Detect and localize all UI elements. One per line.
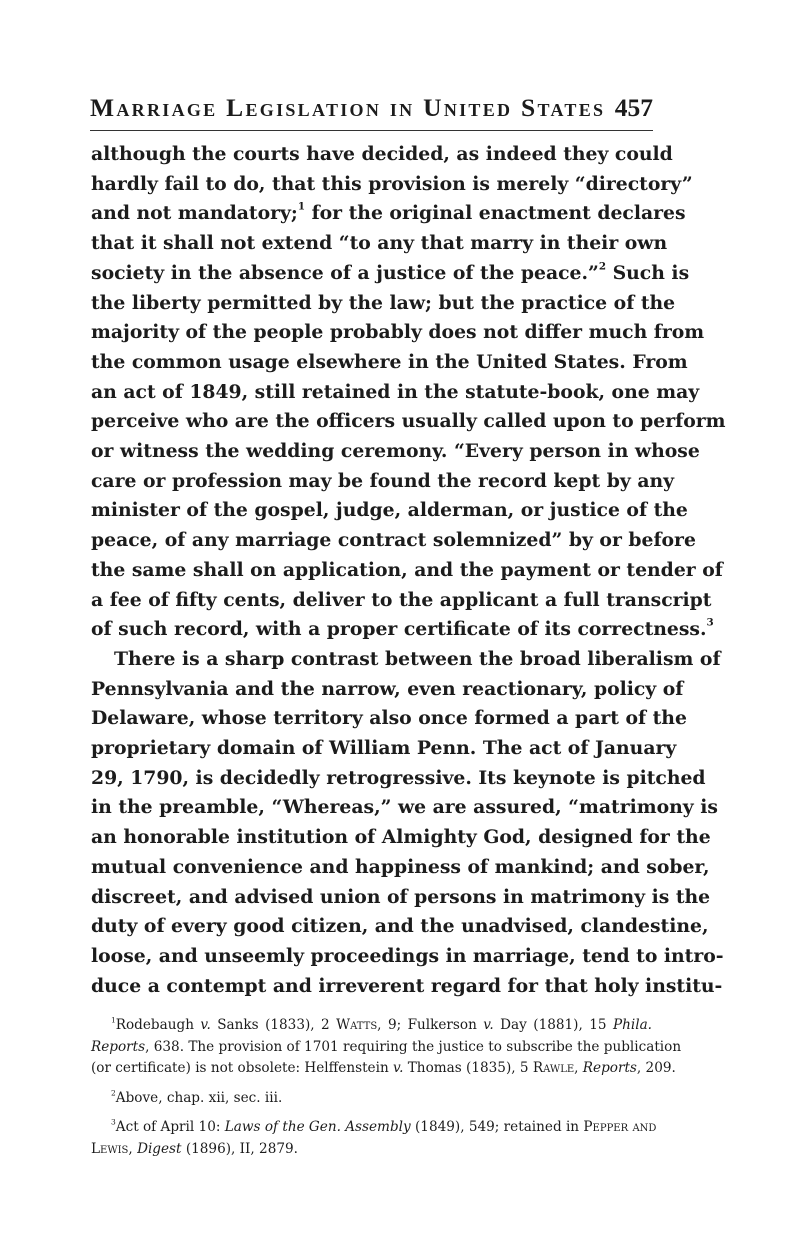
- text-line: in the preamble, “Whereas,” we are assured, “matrimony is: [91, 796, 718, 819]
- text-segment: for the original enactment declares: [305, 202, 686, 225]
- footnote-ref-3: 3: [706, 616, 714, 629]
- text-line: or witness the wedding ceremony. “Every person in whose: [91, 440, 700, 463]
- text-line: [91, 199, 686, 229]
- text-segment: , 638. The provision of 1701 requiring the justice to subscribe the publication: [145, 1038, 682, 1055]
- footnote-marker: 2: [111, 1088, 116, 1098]
- text-line: mutual convenience and happiness of mankind; and sober,: [91, 855, 710, 878]
- footnote-ref-2: 2: [598, 260, 607, 273]
- footnote-line: [91, 1037, 682, 1059]
- text-line: the liberty permitted by the law; but the practice of the: [91, 291, 676, 314]
- text-segment: , 9; Fulkerson: [377, 1017, 484, 1033]
- text-line: Pennsylvania and the narrow, even reactionary, policy of: [91, 677, 684, 700]
- text-line: duce a contempt and irreverent regard for that holy institu-: [91, 974, 723, 997]
- text-segment: (1849), 549; retained in: [410, 1119, 584, 1136]
- text-line: peace, of any marriage contract solemnized” by or before: [91, 529, 696, 552]
- text-line: the same shall on application, and the payment or tender of: [91, 558, 723, 581]
- footnote-line: [91, 1117, 657, 1139]
- text-line: duty of every good citizen, and the unadvised, clandestine,: [91, 915, 709, 938]
- text-line: an act of 1849, still retained in the statute-book, one may: [91, 380, 700, 403]
- footnote-line: [91, 1015, 652, 1037]
- page-number: 457: [614, 93, 653, 122]
- text-line: [91, 615, 714, 645]
- text-line: [91, 259, 690, 289]
- text-segment: Sanks (1833), 2: [210, 1017, 337, 1033]
- footnote-line: [91, 1139, 652, 1161]
- running-title: Marriage Legislation in United States: [90, 93, 606, 122]
- text-segment: v.: [393, 1060, 404, 1077]
- text-line: an honorable institution of Almighty God, designed for the: [91, 826, 711, 849]
- body-text: [91, 140, 726, 1001]
- text-segment: Digest: [137, 1140, 182, 1157]
- text-segment: Thomas (1835), 5: [403, 1060, 533, 1077]
- footnote-line: [91, 1058, 676, 1080]
- text-segment: Lewis: [91, 1140, 129, 1157]
- text-line: hardly fail to do, that this provision is merely “directory”: [91, 172, 693, 195]
- text-line: loose, and unseemly proceedings in marriage, tend to intro-: [91, 944, 724, 967]
- text-line: discreet, and advised union of persons in matrimony is the: [91, 885, 711, 908]
- text-segment: ,: [574, 1060, 583, 1077]
- text-segment: Laws of the Gen. Assembly: [224, 1119, 411, 1136]
- text-line: although the courts have decided, as indeed they could: [91, 143, 673, 165]
- text-segment: Pepper and: [583, 1119, 657, 1136]
- text-segment: Act of April 10:: [115, 1119, 225, 1136]
- text-segment: Phila.: [612, 1017, 653, 1033]
- text-segment: Watts: [336, 1017, 378, 1033]
- footnote-marker: 3: [111, 1117, 116, 1127]
- text-segment: Reports: [582, 1060, 637, 1077]
- text-segment: (or certificate) is not obsolete: Helffenstein: [91, 1060, 394, 1077]
- text-segment: (1896), II, 2879.: [181, 1140, 298, 1157]
- text-segment: Rodebaugh: [115, 1017, 201, 1033]
- text-line: a fee of fifty cents, deliver to the applicant a full transcript: [91, 588, 712, 611]
- text-line: the common usage elsewhere in the United States. From: [91, 350, 688, 373]
- text-segment: Reports: [91, 1038, 146, 1055]
- text-line: majority of the people probably does not differ much from: [91, 321, 705, 344]
- footnote-ref-1: 1: [297, 201, 306, 214]
- footnote-1: [91, 1015, 682, 1080]
- footnote-2: [91, 1088, 652, 1110]
- text-line: There is a sharp contrast between the broad liberalism of: [114, 647, 721, 670]
- text-segment: Above, chap. xii, sec. iii.: [115, 1089, 283, 1106]
- running-header: [90, 93, 655, 129]
- text-segment: and not mandatory;: [91, 202, 298, 225]
- text-line: perceive who are the officers usually called upon to perform: [91, 410, 726, 433]
- text-line: 29, 1790, is decidedly retrogressive. Its keynote is pitched: [91, 766, 706, 789]
- text-segment: , 209.: [636, 1060, 676, 1077]
- text-segment: Such is: [606, 261, 690, 284]
- text-line: proprietary domain of William Penn. The act of January: [91, 737, 677, 760]
- text-line: that it shall not extend “to any that marry in their own: [91, 232, 668, 255]
- footnote-marker: 1: [111, 1015, 116, 1025]
- text-segment: society in the absence of a justice of the peace.”: [91, 261, 599, 284]
- text-segment: Rawle: [532, 1060, 575, 1077]
- footnote-3: [91, 1117, 657, 1160]
- header-rule: [90, 130, 653, 131]
- footnote-line: [91, 1088, 652, 1110]
- footnotes: [91, 1015, 682, 1161]
- text-line: Delaware, whose territory also once formed a part of the: [91, 707, 687, 730]
- text-segment: v.: [200, 1017, 211, 1033]
- text-line: minister of the gospel, judge, alderman, or justice of the: [91, 499, 688, 522]
- text-segment: of such record, with a proper certificate of its correctness.: [91, 618, 707, 641]
- text-line: care or profession may be found the record kept by any: [91, 469, 675, 492]
- text-segment: Day (1881), 15: [493, 1017, 613, 1033]
- text-segment: v.: [483, 1017, 494, 1033]
- text-segment: ,: [128, 1140, 138, 1157]
